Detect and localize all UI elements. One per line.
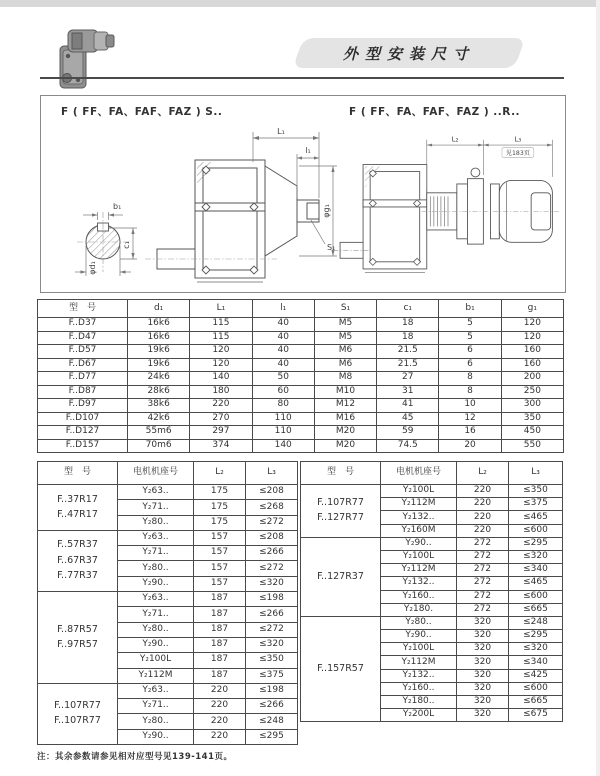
l2-cell: 220 [457, 498, 509, 511]
motor-frame-cell: Y₂100L [381, 643, 457, 656]
l2-cell: 220 [457, 524, 509, 537]
l3-cell: ≤665 [509, 696, 563, 709]
value-cell: 16k6 [128, 331, 190, 345]
table-row [38, 530, 298, 545]
value-cell: M12 [314, 399, 376, 413]
motor-frame-cell: Y₂80.. [381, 616, 457, 629]
model-group-cell [38, 683, 118, 744]
header-L2: L₂ [457, 462, 509, 485]
header-g1: g₁ [501, 300, 563, 318]
l2-cell: 272 [457, 564, 509, 577]
value-cell: 450 [501, 426, 563, 440]
model-cell: F..D67 [38, 358, 128, 372]
value-cell: 270 [190, 412, 252, 426]
value-cell: 115 [190, 318, 252, 332]
motor-frame-cell: Y₂90.. [381, 630, 457, 643]
l3-cell: ≤295 [509, 537, 563, 550]
dimension-table-section [37, 299, 564, 453]
value-cell: M6 [314, 345, 376, 359]
value-cell: M16 [314, 412, 376, 426]
table-row [301, 616, 563, 629]
table-row [38, 592, 298, 607]
header-motor-frame: 电机机座号 [381, 462, 457, 485]
header-c1: c₁ [377, 300, 439, 318]
motor-frame-cell: Y₂71.. [118, 607, 194, 622]
dim-label-L2: L₂ [451, 134, 459, 144]
l3-cell: ≤465 [509, 511, 563, 524]
l3-cell: ≤198 [246, 592, 298, 607]
l2-cell: 320 [457, 709, 509, 722]
l2-cell: 157 [194, 576, 246, 591]
motor-frame-cell: Y₂90.. [118, 576, 194, 591]
value-cell: 550 [501, 439, 563, 453]
value-cell: 300 [501, 399, 563, 413]
model-label: F..107R77 [54, 715, 101, 727]
l2-cell: 175 [194, 485, 246, 500]
motor-frame-cell: Y₂63.. [118, 530, 194, 545]
motor-frame-cell: Y₂71.. [118, 546, 194, 561]
value-cell: 21.5 [377, 345, 439, 359]
table-row [38, 439, 564, 453]
value-cell: 297 [190, 426, 252, 440]
value-cell: 60 [252, 385, 314, 399]
l3-cell: ≤266 [246, 607, 298, 622]
motor-frame-cell: Y₂90.. [118, 637, 194, 652]
value-cell: 5 [439, 318, 501, 332]
l3-cell: ≤675 [509, 709, 563, 722]
motor-frame-cell: Y₂100L [381, 550, 457, 563]
l2-cell: 187 [194, 607, 246, 622]
l2-cell: 320 [457, 682, 509, 695]
model-cell: F..D77 [38, 372, 128, 386]
value-cell: 120 [190, 345, 252, 359]
l3-cell: ≤340 [509, 656, 563, 669]
l2-cell: 320 [457, 643, 509, 656]
table-row [301, 485, 563, 498]
dim-label-L3: L₃ [514, 134, 522, 144]
motor-frame-cell: Y₂80.. [118, 714, 194, 729]
l2-cell: 175 [194, 515, 246, 530]
l3-cell: ≤320 [246, 637, 298, 652]
value-cell: 12 [439, 412, 501, 426]
l2-cell: 187 [194, 622, 246, 637]
dim-label-g1: φg₁ [322, 204, 331, 218]
l3-cell: ≤198 [246, 683, 298, 698]
right-technical-drawing [333, 108, 563, 290]
value-cell: 6 [439, 345, 501, 359]
value-cell: 41 [377, 399, 439, 413]
dim-label-l1: l₁ [305, 146, 311, 155]
motor-table-left [37, 461, 298, 745]
value-cell: 40 [252, 331, 314, 345]
l3-cell: ≤272 [246, 622, 298, 637]
l3-cell: ≤425 [509, 669, 563, 682]
l3-cell: ≤375 [246, 668, 298, 683]
value-cell: M6 [314, 358, 376, 372]
l2-cell: 220 [194, 699, 246, 714]
l2-cell: 175 [194, 500, 246, 515]
motor-frame-cell: Y₂80.. [118, 515, 194, 530]
l3-cell: ≤350 [509, 485, 563, 498]
table-row [38, 385, 564, 399]
l3-cell: ≤665 [509, 603, 563, 616]
l3-cell: ≤320 [509, 643, 563, 656]
l2-cell: 220 [194, 683, 246, 698]
value-cell: 350 [501, 412, 563, 426]
left-drawing-title: F ( FF、FA、FAF、FAZ ) S.. [61, 106, 223, 118]
l3-cell: ≤248 [509, 616, 563, 629]
product-photo [48, 22, 120, 92]
l3-cell: ≤320 [509, 550, 563, 563]
model-label: F..97R57 [57, 638, 98, 650]
l3-cell: ≤272 [246, 561, 298, 576]
value-cell: 55m6 [128, 426, 190, 440]
l2-cell: 272 [457, 590, 509, 603]
motor-frame-cell: Y₂160M [381, 524, 457, 537]
motor-frame-cell: Y₂63.. [118, 592, 194, 607]
dim-label-c1: c₁ [122, 241, 131, 249]
value-cell: 21.5 [377, 358, 439, 372]
value-cell: 19k6 [128, 358, 190, 372]
motor-frame-cell: Y₂200L [381, 709, 457, 722]
header-model: 型 号 [301, 462, 381, 485]
value-cell: 160 [501, 358, 563, 372]
header-d1: d₁ [128, 300, 190, 318]
model-cell: F..D157 [38, 439, 128, 453]
value-cell: 50 [252, 372, 314, 386]
value-cell: 38k6 [128, 399, 190, 413]
table-row [38, 372, 564, 386]
value-cell: 110 [252, 412, 314, 426]
l3-cell: ≤600 [509, 682, 563, 695]
dim-label-S1: S₁ [327, 243, 336, 252]
motor-frame-cell: Y₂63.. [118, 485, 194, 500]
model-group-cell [38, 530, 118, 591]
l3-cell: ≤320 [246, 576, 298, 591]
dimension-table [37, 299, 564, 453]
l2-cell: 220 [194, 714, 246, 729]
l3-cell: ≤350 [246, 653, 298, 668]
model-label: F..77R37 [57, 570, 98, 582]
l2-cell: 320 [457, 656, 509, 669]
header-b1: b₁ [439, 300, 501, 318]
table-row [38, 485, 298, 500]
l2-cell: 320 [457, 616, 509, 629]
motor-frame-cell: Y₂180. [381, 603, 457, 616]
header-model: 型 号 [38, 462, 118, 485]
l2-cell: 187 [194, 637, 246, 652]
l2-cell: 220 [194, 729, 246, 744]
value-cell: 140 [190, 372, 252, 386]
value-cell: 59 [377, 426, 439, 440]
left-technical-drawing [45, 108, 345, 290]
table-row [38, 331, 564, 345]
model-label: F..157R57 [317, 662, 364, 674]
l2-cell: 187 [194, 592, 246, 607]
l2-cell: 157 [194, 546, 246, 561]
motor-frame-cell: Y₂112M [118, 668, 194, 683]
model-label: F..67R37 [57, 554, 98, 566]
l3-cell: ≤268 [246, 500, 298, 515]
value-cell: 200 [501, 372, 563, 386]
value-cell: 10 [439, 399, 501, 413]
model-group-cell [301, 616, 381, 722]
l2-cell: 157 [194, 530, 246, 545]
l3-cell: ≤266 [246, 699, 298, 714]
value-cell: 45 [377, 412, 439, 426]
model-cell: F..D97 [38, 399, 128, 413]
motor-table-left-section [37, 461, 298, 745]
l2-cell: 320 [457, 669, 509, 682]
motor-frame-cell: Y₂63.. [118, 683, 194, 698]
gear-reducer-illustration [48, 22, 120, 92]
dim-label-d1: φd₁ [88, 261, 97, 275]
table-row [38, 399, 564, 413]
table-row [38, 426, 564, 440]
value-cell: 27 [377, 372, 439, 386]
l2-cell: 187 [194, 668, 246, 683]
section-banner [298, 38, 520, 68]
l3-cell: ≤248 [246, 714, 298, 729]
motor-frame-cell: Y₂132.. [381, 577, 457, 590]
value-cell: 80 [252, 399, 314, 413]
value-cell: 40 [252, 345, 314, 359]
motor-frame-cell: Y₂112M [381, 656, 457, 669]
value-cell: 74.5 [377, 439, 439, 453]
l2-cell: 320 [457, 696, 509, 709]
value-cell: 374 [190, 439, 252, 453]
value-cell: 16 [439, 426, 501, 440]
l3-cell: ≤295 [509, 630, 563, 643]
value-cell: 31 [377, 385, 439, 399]
l2-cell: 272 [457, 577, 509, 590]
model-label: F..47R17 [57, 508, 98, 520]
model-cell: F..D37 [38, 318, 128, 332]
value-cell: 24k6 [128, 372, 190, 386]
l2-cell: 220 [457, 485, 509, 498]
value-cell: 42k6 [128, 412, 190, 426]
dim-label-b1: b₁ [113, 202, 122, 211]
motor-frame-cell: Y₂112M [381, 498, 457, 511]
value-cell: 8 [439, 372, 501, 386]
header-L3: L₃ [246, 462, 298, 485]
l2-cell: 220 [457, 511, 509, 524]
header-L2: L₂ [194, 462, 246, 485]
page-top-edge [0, 0, 600, 7]
motor-frame-cell: Y₂160.. [381, 682, 457, 695]
motor-frame-cell: Y₂160.. [381, 590, 457, 603]
value-cell: 18 [377, 318, 439, 332]
value-cell: 120 [501, 318, 563, 332]
motor-frame-cell: Y₂132.. [381, 511, 457, 524]
value-cell: 8 [439, 385, 501, 399]
value-cell: M5 [314, 318, 376, 332]
footnote: 注：其余参数请参见相对应型号见139-141页。 [37, 752, 233, 762]
model-cell: F..D87 [38, 385, 128, 399]
model-cell: F..D57 [38, 345, 128, 359]
value-cell: 40 [252, 318, 314, 332]
value-cell: 16k6 [128, 318, 190, 332]
value-cell: 20 [439, 439, 501, 453]
motor-frame-cell: Y₂90.. [381, 537, 457, 550]
l3-cell: ≤208 [246, 485, 298, 500]
value-cell: 115 [190, 331, 252, 345]
motor-table-right-section [300, 461, 563, 722]
l3-cell: ≤465 [509, 577, 563, 590]
model-label: F..57R37 [57, 539, 98, 551]
l3-cell: ≤375 [509, 498, 563, 511]
header-model: 型 号 [38, 300, 128, 318]
motor-frame-cell: Y₂90.. [118, 729, 194, 744]
table-row [301, 537, 563, 550]
value-cell: 40 [252, 358, 314, 372]
value-cell: 120 [190, 358, 252, 372]
dim-label-L1: L₁ [277, 127, 285, 136]
model-label: F..87R57 [57, 623, 98, 635]
table-row [38, 358, 564, 372]
value-cell: 160 [501, 345, 563, 359]
model-group-cell [301, 537, 381, 616]
right-drawing-title: F ( FF、FA、FAF、FAZ ) ..R.. [349, 106, 521, 118]
value-cell: M8 [314, 372, 376, 386]
l3-cell: ≤208 [246, 530, 298, 545]
model-label: F..107R77 [317, 496, 364, 508]
motor-frame-cell: Y₂112M [381, 564, 457, 577]
drawing-panel [40, 95, 566, 293]
l3-cell: ≤340 [509, 564, 563, 577]
value-cell: 180 [190, 385, 252, 399]
value-cell: 110 [252, 426, 314, 440]
value-cell: 18 [377, 331, 439, 345]
model-label: F..127R77 [317, 512, 364, 524]
l2-cell: 272 [457, 550, 509, 563]
value-cell: 5 [439, 331, 501, 345]
l2-cell: 157 [194, 561, 246, 576]
table-row [38, 345, 564, 359]
motor-frame-cell: Y₂80.. [118, 622, 194, 637]
motor-frame-cell: Y₂132.. [381, 669, 457, 682]
model-label: F..107R77 [54, 700, 101, 712]
motor-frame-cell: Y₂71.. [118, 699, 194, 714]
model-group-cell [38, 592, 118, 684]
header-L1: L₁ [190, 300, 252, 318]
value-cell: 28k6 [128, 385, 190, 399]
motor-frame-cell: Y₂100L [118, 653, 194, 668]
header-S1: S₁ [314, 300, 376, 318]
value-cell: 250 [501, 385, 563, 399]
model-cell: F..D127 [38, 426, 128, 440]
model-cell: F..D107 [38, 412, 128, 426]
l3-cell: ≤600 [509, 590, 563, 603]
l3-cell: ≤600 [509, 524, 563, 537]
l2-cell: 272 [457, 537, 509, 550]
value-cell: 70m6 [128, 439, 190, 453]
value-cell: 6 [439, 358, 501, 372]
model-group-cell [38, 485, 118, 531]
model-label: F..37R17 [57, 493, 98, 505]
table-row [38, 318, 564, 332]
page-ref-label: 见183页 [505, 149, 530, 157]
value-cell: M20 [314, 439, 376, 453]
header-L3: L₃ [509, 462, 563, 485]
page-title: 外型安装尺寸 [342, 44, 475, 63]
l3-cell: ≤266 [246, 546, 298, 561]
l3-cell: ≤295 [246, 729, 298, 744]
value-cell: M5 [314, 331, 376, 345]
value-cell: 140 [252, 439, 314, 453]
l2-cell: 320 [457, 630, 509, 643]
model-cell: F..D47 [38, 331, 128, 345]
value-cell: M20 [314, 426, 376, 440]
motor-frame-cell: Y₂180.. [381, 696, 457, 709]
value-cell: 220 [190, 399, 252, 413]
value-cell: 19k6 [128, 345, 190, 359]
header-l1: l₁ [252, 300, 314, 318]
motor-frame-cell: Y₂71.. [118, 500, 194, 515]
l3-cell: ≤272 [246, 515, 298, 530]
model-label: F..127R37 [317, 570, 364, 582]
header-motor-frame: 电机机座号 [118, 462, 194, 485]
l2-cell: 187 [194, 653, 246, 668]
model-group-cell [301, 485, 381, 538]
motor-frame-cell: Y₂100L [381, 485, 457, 498]
page-right-edge [596, 0, 600, 776]
table-row [38, 683, 298, 698]
table-row [38, 412, 564, 426]
motor-table-right [300, 461, 563, 722]
value-cell: M10 [314, 385, 376, 399]
l2-cell: 272 [457, 603, 509, 616]
value-cell: 120 [501, 331, 563, 345]
motor-frame-cell: Y₂80.. [118, 561, 194, 576]
header-divider [40, 77, 564, 79]
